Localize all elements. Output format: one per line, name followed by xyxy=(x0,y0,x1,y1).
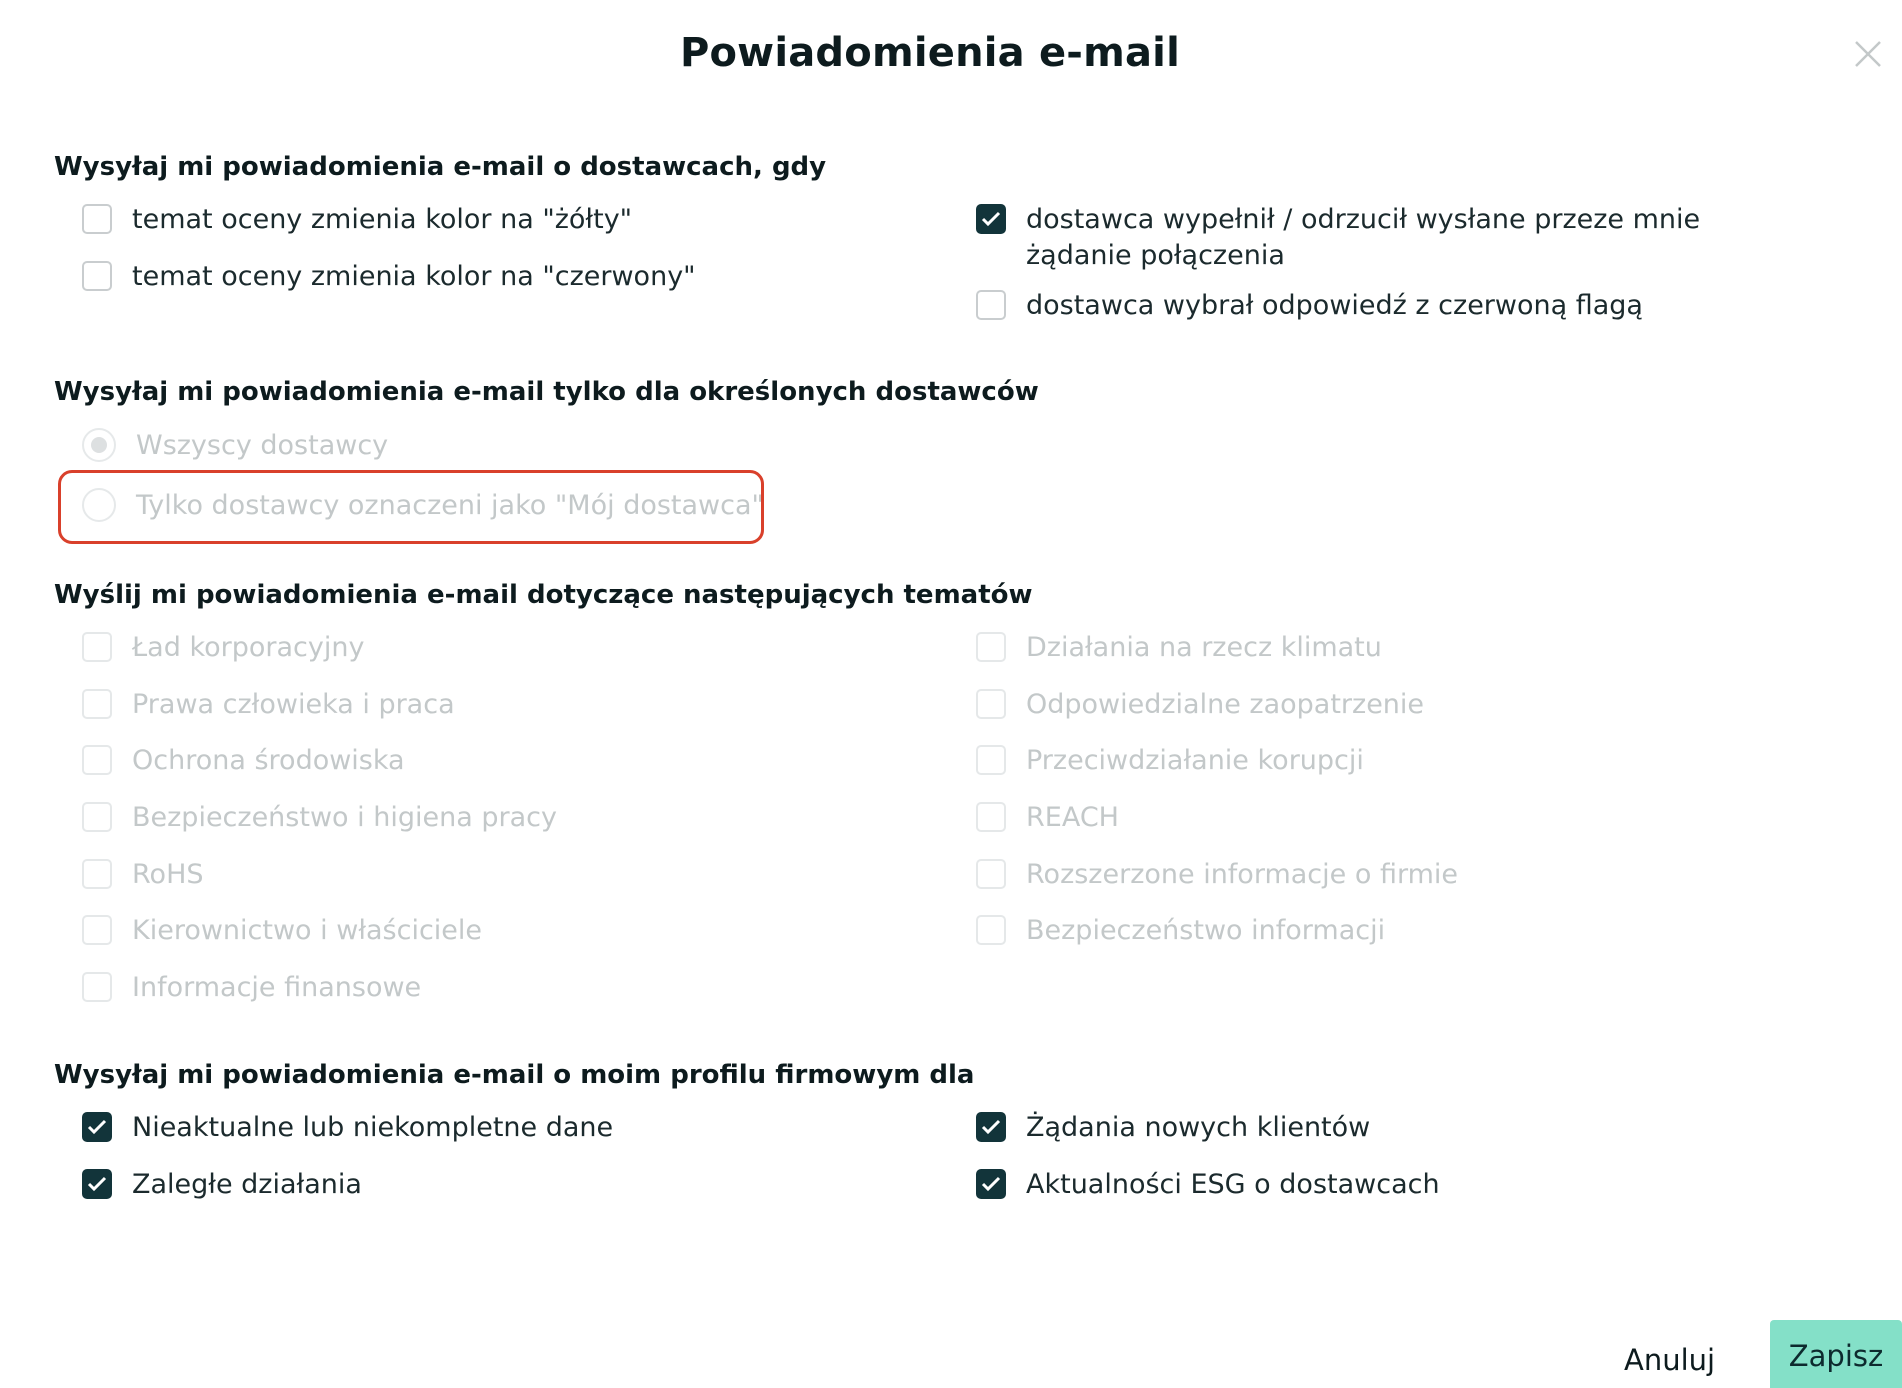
checkbox[interactable] xyxy=(976,290,1006,320)
topic-item[interactable] xyxy=(82,800,557,836)
checkbox-checked[interactable] xyxy=(976,1169,1006,1199)
checkbox[interactable] xyxy=(82,802,112,832)
option-label: Aktualności ESG o dostawcach xyxy=(1026,1169,1440,1200)
topic-item[interactable] xyxy=(976,687,1424,723)
option-label: temat oceny zmienia kolor na "żółty" xyxy=(132,204,633,235)
checkbox[interactable] xyxy=(976,859,1006,889)
option-label: Nieaktualne lub niekompletne dane xyxy=(132,1112,614,1143)
option-red-rating[interactable] xyxy=(82,259,862,295)
topic-label: Ochrona środowiska xyxy=(132,745,405,776)
option-overdue-actions[interactable] xyxy=(82,1167,362,1203)
section-title-company-profile: Wysyłaj mi powiadomienia e-mail o moim profilu firmowym dla xyxy=(54,1060,975,1090)
dialog-title: Powiadomienia e-mail xyxy=(679,30,1180,76)
option-new-client-requests[interactable] xyxy=(976,1110,1370,1146)
topic-label: Działania na rzecz klimatu xyxy=(1026,632,1382,663)
checkbox[interactable] xyxy=(976,745,1006,775)
option-connection-request[interactable] xyxy=(976,202,1796,274)
checkbox[interactable] xyxy=(976,689,1006,719)
option-esg-news[interactable] xyxy=(976,1167,1440,1203)
checkbox[interactable] xyxy=(82,915,112,945)
option-label: dostawca wypełnił / odrzucił wysłane przeze mnie żądanie połączenia xyxy=(1026,204,1701,271)
topic-item[interactable] xyxy=(82,743,405,779)
checkbox[interactable] xyxy=(976,632,1006,662)
topic-item[interactable] xyxy=(82,913,482,949)
checkbox-checked[interactable] xyxy=(976,204,1006,234)
close-icon[interactable] xyxy=(1852,38,1884,70)
topic-label: Kierownictwo i właściciele xyxy=(132,915,483,946)
radio-button-selected[interactable] xyxy=(82,428,116,462)
topic-label: Bezpieczeństwo i higiena pracy xyxy=(132,802,557,833)
checkbox[interactable] xyxy=(82,261,112,291)
topic-item[interactable] xyxy=(976,743,1364,779)
option-yellow-rating[interactable] xyxy=(82,202,862,238)
topic-item[interactable] xyxy=(82,687,455,723)
checkbox[interactable] xyxy=(976,915,1006,945)
checkbox[interactable] xyxy=(82,632,112,662)
checkbox[interactable] xyxy=(976,802,1006,832)
checkbox-checked[interactable] xyxy=(82,1169,112,1199)
topic-item[interactable] xyxy=(82,857,204,893)
topic-label: REACH xyxy=(1026,802,1119,833)
save-button[interactable]: Zapisz xyxy=(1770,1320,1902,1388)
cancel-button[interactable]: Anuluj xyxy=(1608,1320,1731,1388)
option-label: Żądania nowych klientów xyxy=(1026,1112,1371,1143)
option-red-flag-answer[interactable] xyxy=(976,288,1796,324)
option-label: dostawca wybrał odpowiedź z czerwoną flagą xyxy=(1026,290,1643,321)
checkbox[interactable] xyxy=(82,745,112,775)
topic-label: Rozszerzone informacje o firmie xyxy=(1026,859,1458,890)
topic-item[interactable] xyxy=(82,630,364,666)
topic-label: Ład korporacyjny xyxy=(132,632,365,663)
topic-label: Bezpieczeństwo informacji xyxy=(1026,915,1386,946)
checkbox-checked[interactable] xyxy=(82,1112,112,1142)
highlight-box xyxy=(58,470,764,544)
checkmark-icon xyxy=(87,1176,107,1192)
topic-item[interactable] xyxy=(82,970,421,1006)
topic-label: Prawa człowieka i praca xyxy=(132,689,455,720)
topic-item[interactable] xyxy=(976,857,1458,893)
topic-label: Informacje finansowe xyxy=(132,972,422,1003)
topic-item[interactable] xyxy=(976,913,1385,949)
checkbox[interactable] xyxy=(82,859,112,889)
radio-all-suppliers[interactable] xyxy=(82,428,388,464)
checkbox[interactable] xyxy=(82,689,112,719)
radio-label: Tylko dostawcy oznaczeni jako "Mój dostawca" xyxy=(136,490,764,521)
option-label: temat oceny zmienia kolor na "czerwony" xyxy=(132,261,696,292)
checkbox-checked[interactable] xyxy=(976,1112,1006,1142)
topic-label: Odpowiedzialne zaopatrzenie xyxy=(1026,689,1425,720)
checkmark-icon xyxy=(981,1176,1001,1192)
topic-item[interactable] xyxy=(976,800,1119,836)
checkmark-icon xyxy=(981,1119,1001,1135)
checkbox[interactable] xyxy=(82,204,112,234)
checkbox[interactable] xyxy=(82,972,112,1002)
section-title-specific-suppliers: Wysyłaj mi powiadomienia e-mail tylko dla określonych dostawców xyxy=(54,377,1039,407)
topic-label: Przeciwdziałanie korupcji xyxy=(1026,745,1364,776)
topic-item[interactable] xyxy=(976,630,1382,666)
section-title-topics: Wyślij mi powiadomienia e-mail dotyczące następujących tematów xyxy=(54,580,1033,610)
option-label: Zaległe działania xyxy=(132,1169,362,1200)
option-outdated-data[interactable] xyxy=(82,1110,613,1146)
checkmark-icon xyxy=(87,1119,107,1135)
section-title-supplier-events: Wysyłaj mi powiadomienia e-mail o dostawcach, gdy xyxy=(54,152,827,182)
radio-dot xyxy=(91,437,107,453)
radio-label: Wszyscy dostawcy xyxy=(136,430,389,461)
topic-label: RoHS xyxy=(132,859,204,890)
checkmark-icon xyxy=(981,211,1001,227)
